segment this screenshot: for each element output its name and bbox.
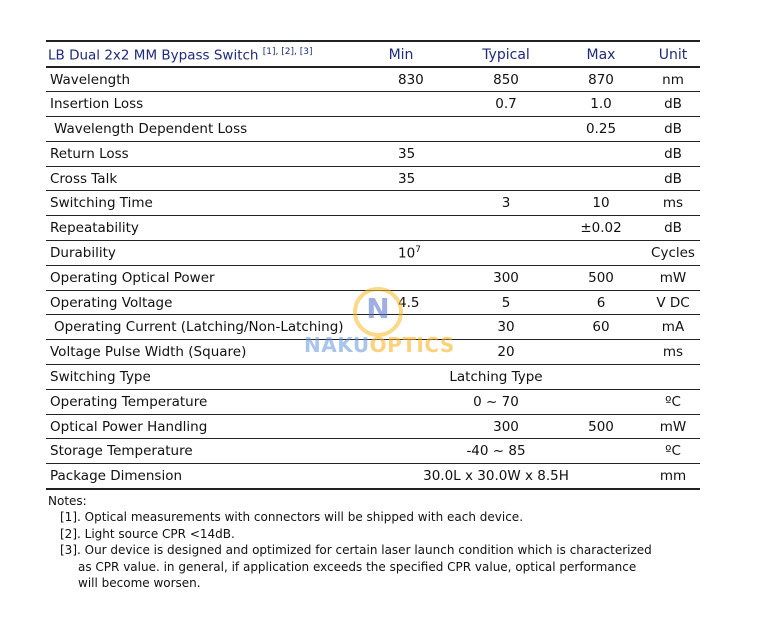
table-header-row — [46, 41, 700, 67]
row-span-value: 30.0L x 30.0W x 8.5H — [346, 464, 646, 489]
row-max: 6 — [556, 290, 646, 315]
table-row — [46, 290, 700, 315]
row-max: 500 — [556, 414, 646, 439]
row-min-value: 830 — [398, 71, 424, 88]
row-typical: 20 — [456, 340, 556, 365]
table-row — [46, 265, 700, 290]
note-2: [2]. Light source CPR <14dB. — [60, 526, 235, 541]
row-span-value: -40 ~ 85 — [346, 439, 646, 464]
row-min — [346, 117, 456, 142]
row-param: Storage Temperature — [46, 439, 346, 464]
table-row — [46, 464, 700, 489]
row-unit: dB — [646, 216, 700, 241]
row-unit — [646, 365, 700, 390]
row-min-exponent: 7 — [415, 244, 421, 255]
row-unit: Cycles — [646, 241, 700, 266]
row-min — [346, 340, 456, 365]
row-param: Operating Current (Latching/Non-Latching) — [46, 315, 346, 340]
row-unit: dB — [646, 141, 700, 166]
row-max — [556, 340, 646, 365]
row-param: Voltage Pulse Width (Square) — [46, 340, 346, 365]
table-row — [46, 141, 700, 166]
row-max — [556, 166, 646, 191]
watermark-text-naku: NAKU — [304, 333, 370, 357]
row-max — [556, 241, 646, 266]
row-typical — [456, 117, 556, 142]
notes-title: Notes: — [48, 493, 87, 508]
col-header-typical: Typical — [456, 41, 556, 67]
row-param: Optical Power Handling — [46, 414, 346, 439]
row-typical: 300 — [456, 265, 556, 290]
watermark-text-optics: OPTICS — [369, 333, 455, 357]
row-min — [346, 166, 456, 191]
row-param: Package Dimension — [46, 464, 346, 489]
row-unit: dB — [646, 117, 700, 142]
row-max: 870 — [556, 67, 646, 92]
row-typical — [456, 166, 556, 191]
table-row — [46, 241, 700, 266]
table-row — [46, 67, 700, 92]
col-header-min: Min — [346, 41, 456, 67]
watermark-logo-letter: N — [366, 292, 390, 325]
row-unit: mW — [646, 265, 700, 290]
title-refs: [1], [2], [3] — [262, 46, 313, 57]
row-min — [346, 191, 456, 216]
row-min-value: 35 — [398, 145, 416, 162]
row-unit: V DC — [646, 290, 700, 315]
row-param: Operating Optical Power — [46, 265, 346, 290]
row-param: Repeatability — [46, 216, 346, 241]
table-title: LB Dual 2x2 MM Bypass Switch [1], [2], [3] — [46, 41, 346, 67]
note-3-continuation-2: will become worsen. — [78, 576, 201, 591]
row-unit: mm — [646, 464, 700, 489]
row-min — [346, 290, 456, 315]
table-row — [46, 439, 700, 464]
row-max: 60 — [556, 315, 646, 340]
row-min — [346, 315, 456, 340]
row-span-value: Latching Type — [346, 365, 646, 390]
row-min — [346, 92, 456, 117]
row-unit: dB — [646, 166, 700, 191]
row-unit: mW — [646, 414, 700, 439]
row-param: Switching Type — [46, 365, 346, 390]
row-unit: mA — [646, 315, 700, 340]
row-min — [346, 216, 456, 241]
row-param: Insertion Loss — [46, 92, 346, 117]
row-max — [556, 141, 646, 166]
col-header-unit: Unit — [646, 41, 700, 67]
table-row — [46, 414, 700, 439]
row-param: Wavelength — [46, 67, 346, 92]
spec-table — [46, 40, 700, 490]
row-typical: 3 — [456, 191, 556, 216]
row-max: 10 — [556, 191, 646, 216]
row-param: Wavelength Dependent Loss — [46, 117, 346, 142]
row-typical: 5 — [456, 290, 556, 315]
row-typical — [456, 141, 556, 166]
row-min — [346, 141, 456, 166]
row-param: Switching Time — [46, 191, 346, 216]
row-typical: 30 — [456, 315, 556, 340]
note-3: [3]. Our device is designed and optimized for certain laser launch condition which is characterized — [60, 543, 652, 558]
table-row — [46, 216, 700, 241]
row-unit: ms — [646, 340, 700, 365]
table-row — [46, 92, 700, 117]
row-min — [346, 241, 456, 266]
table-row — [46, 191, 700, 216]
table-row — [46, 389, 700, 414]
row-typical: 850 — [456, 67, 556, 92]
table-row — [46, 117, 700, 142]
row-span-value: 0 ~ 70 — [346, 389, 646, 414]
col-header-max: Max — [556, 41, 646, 67]
row-max: ±0.02 — [556, 216, 646, 241]
row-max: 1.0 — [556, 92, 646, 117]
row-typical — [456, 241, 556, 266]
row-min — [346, 67, 456, 92]
row-param: Cross Talk — [46, 166, 346, 191]
notes — [46, 493, 700, 592]
note-1: [1]. Optical measurements with connectors will be shipped with each device. — [60, 510, 524, 525]
row-min-value: 10 — [398, 245, 416, 262]
row-min — [346, 414, 456, 439]
spec-sheet — [46, 40, 700, 592]
table-row — [46, 166, 700, 191]
row-typical: 0.7 — [456, 92, 556, 117]
row-max: 500 — [556, 265, 646, 290]
table-row — [46, 340, 700, 365]
row-param: Durability — [46, 241, 346, 266]
row-min-value: 35 — [398, 170, 416, 187]
row-param: Operating Voltage — [46, 290, 346, 315]
row-max: 0.25 — [556, 117, 646, 142]
row-unit: ms — [646, 191, 700, 216]
row-param: Operating Temperature — [46, 389, 346, 414]
row-unit: ºC — [646, 389, 700, 414]
row-unit: dB — [646, 92, 700, 117]
row-param: Return Loss — [46, 141, 346, 166]
table-row — [46, 365, 700, 390]
row-typical — [456, 216, 556, 241]
row-unit: nm — [646, 67, 700, 92]
row-min-value: 4.5 — [398, 294, 420, 311]
table-row — [46, 315, 700, 340]
row-unit: ºC — [646, 439, 700, 464]
row-typical: 300 — [456, 414, 556, 439]
note-3-continuation-1: as CPR value. in general, if application exceeds the specified CPR value, optical performance — [78, 559, 637, 574]
row-min — [346, 265, 456, 290]
